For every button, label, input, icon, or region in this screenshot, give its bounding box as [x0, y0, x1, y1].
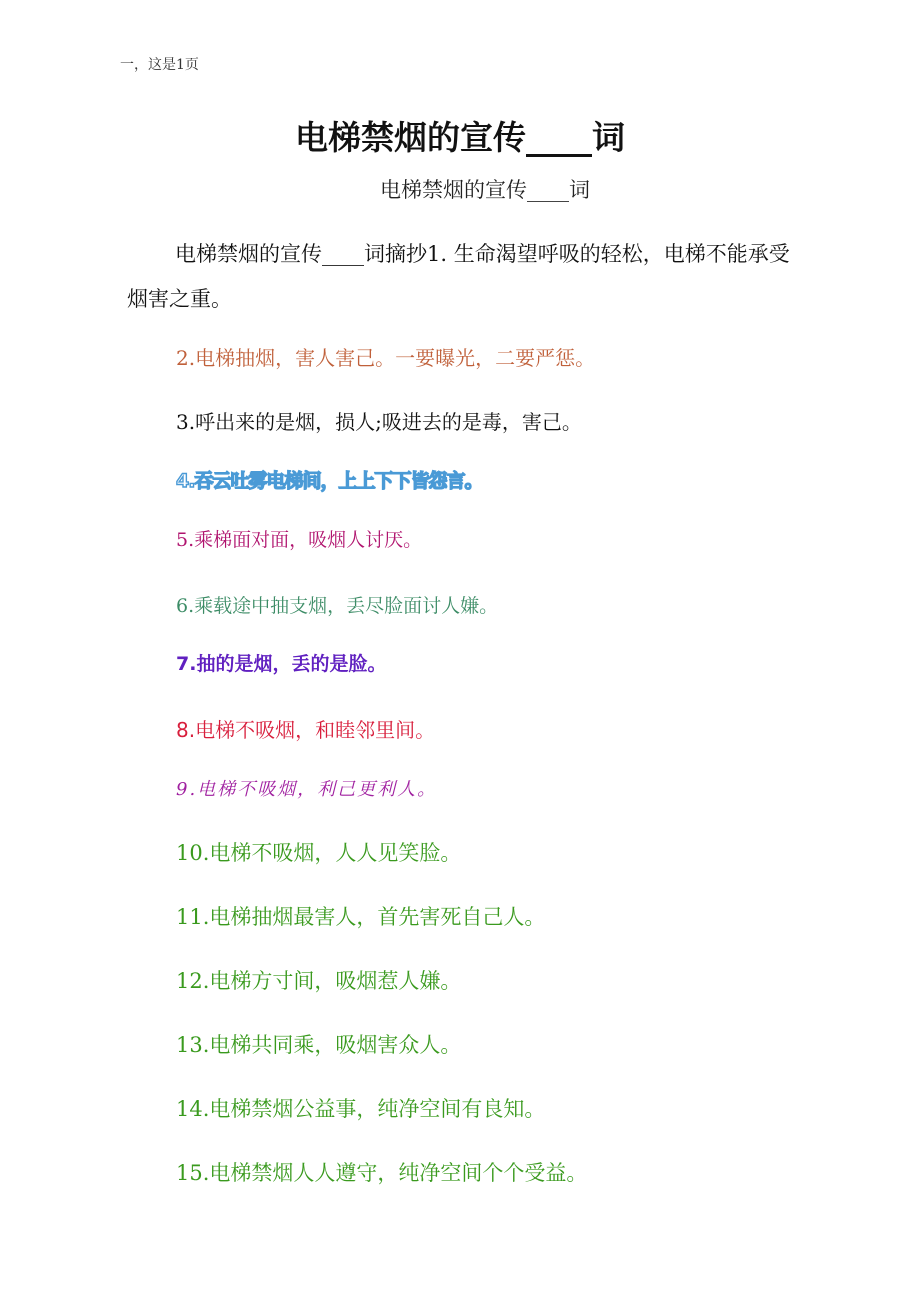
slogan-item-3: 3.呼出来的是烟，损人;吸进去的是毒，害己。: [176, 410, 582, 434]
slogan-item-13: 13.电梯共同乘，吸烟害众人。: [176, 1033, 462, 1057]
slogan-item-9: 9.电梯不吸烟，利己更利人。: [176, 779, 438, 800]
page-note: 一，这是1页: [120, 57, 199, 73]
slogan-item-8: 8.电梯不吸烟，和睦邻里间。: [176, 718, 436, 742]
intro-paragraph: 电梯禁烟的宣传____词摘抄1. 生命渴望呼吸的轻松，电梯不能承受烟害之重。: [127, 242, 790, 311]
slogan-item-12: 12.电梯方寸间，吸烟惹人嫌。: [176, 969, 462, 993]
slogan-item-15: 15.电梯禁烟人人遵守，纯净空间个个受益。: [176, 1161, 588, 1185]
document-subtitle: 电梯禁烟的宣传____词: [380, 178, 590, 202]
slogan-item-5: 5.乘梯面对面，吸烟人讨厌。: [176, 529, 423, 551]
slogan-item-11: 11.电梯抽烟最害人，首先害死自己人。: [176, 905, 546, 929]
slogan-item-14: 14.电梯禁烟公益事，纯净空间有良知。: [176, 1097, 546, 1121]
slogan-item-6: 6.乘载途中抽支烟，丢尽脸面讨人嫌。: [176, 595, 499, 617]
slogan-item-7: 7.抽的是烟，丢的是脸。: [176, 653, 387, 675]
slogan-item-4: 4.吞云吐雾电梯间，上上下下皆怨言。: [176, 470, 483, 492]
document-title: 电梯禁烟的宣传____词: [295, 118, 625, 157]
slogan-item-2: 2.电梯抽烟，害人害己。一要曝光，二要严惩。: [176, 346, 596, 370]
slogan-item-10: 10.电梯不吸烟，人人见笑脸。: [176, 841, 462, 865]
